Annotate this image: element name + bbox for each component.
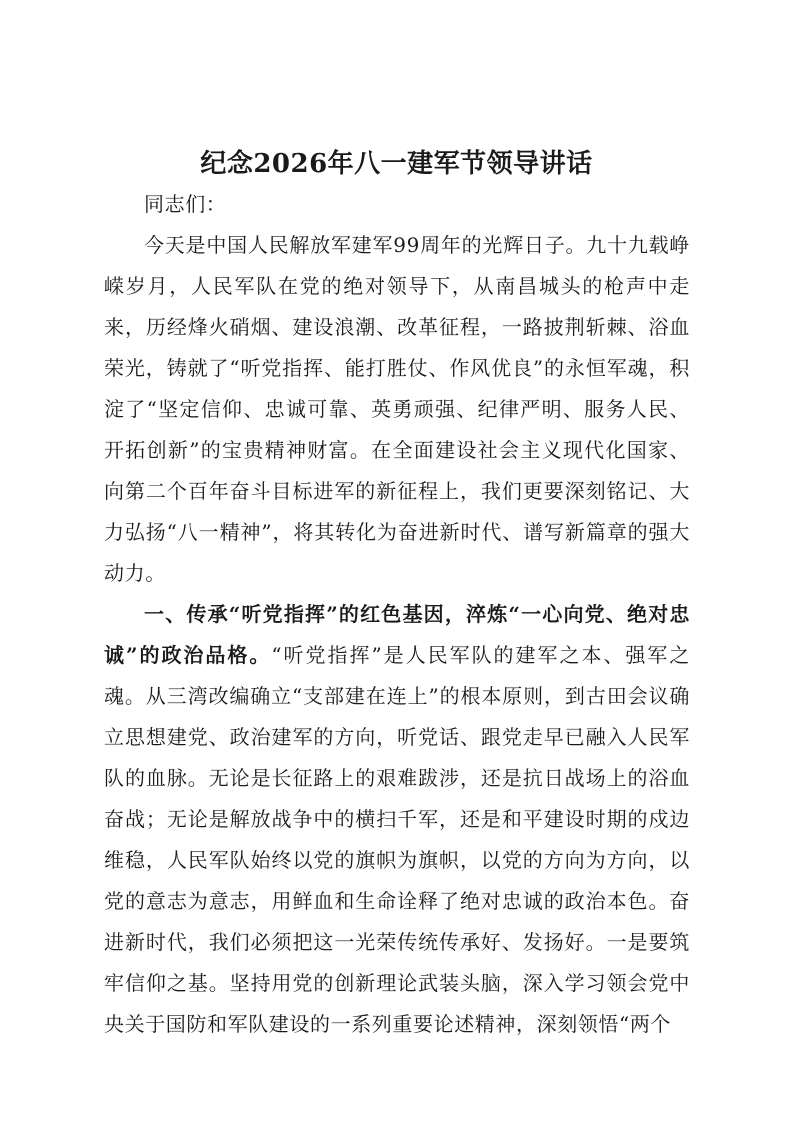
- intro-paragraph: 今天是中国人民解放军建军99周年的光辉日子。九十九载峥嵘岁月，人民军队在党的绝对领导下，从南昌城头的枪声中走来，历经烽火硝烟、建设浪潮、改革征程，一路披荆斩棘、浴血荣光，铸就了“听党指挥、能打胜仗、作风优良”的永恒军魂，积淀了“坚定信仰、忠诚可靠、英勇顽强、纪律严明、服务人民、开拓创新”的宝贵精神财富。在全面建设社会主义现代化国家、向第二个百年奋斗目标进军的新征程上，我们更要深刻铭记、大力弘扬“八一精神”，将其转化为奋进新时代、谱写新篇章的强大动力。: [104, 233, 690, 585]
- salutation: 同志们：: [144, 192, 227, 216]
- document-body: [104, 184, 690, 1045]
- document-title: 纪念2026年八一建军节领导讲话: [200, 149, 593, 179]
- section-1-heading: 一、传承“听党指挥”的红色基因，淬炼“一心向党、绝对忠诚”的政治品格。: [104, 602, 690, 667]
- section-1-paragraph: [104, 594, 690, 1045]
- section-1-body: “听党指挥”是人民军队的建军之本、强军之魂。从三湾改编确立“支部建在连上”的根本原则，到古田会议确立思想建党、政治建军的方向，听党话、跟党走早已融入人民军队的血脉。无论是长征路上的艰难跋涉，还是抗日战场上的浴血奋战；无论是解放战争中的横扫千军，还是和平建设时期的戍边维稳，人民军队始终以党的旗帜为旗帜，以党的方向为方向，以党的意志为意志，用鲜血和生命诠释了绝对忠诚的政治本色。奋进新时代，我们必须把这一光荣传统传承好、发扬好。一是要筑牢信仰之基。坚持用党的创新理论武装头脑，深入学习领会党中央关于国防和军队建设的一系列重要论述精神，深刻领悟“两个: [104, 643, 690, 1036]
